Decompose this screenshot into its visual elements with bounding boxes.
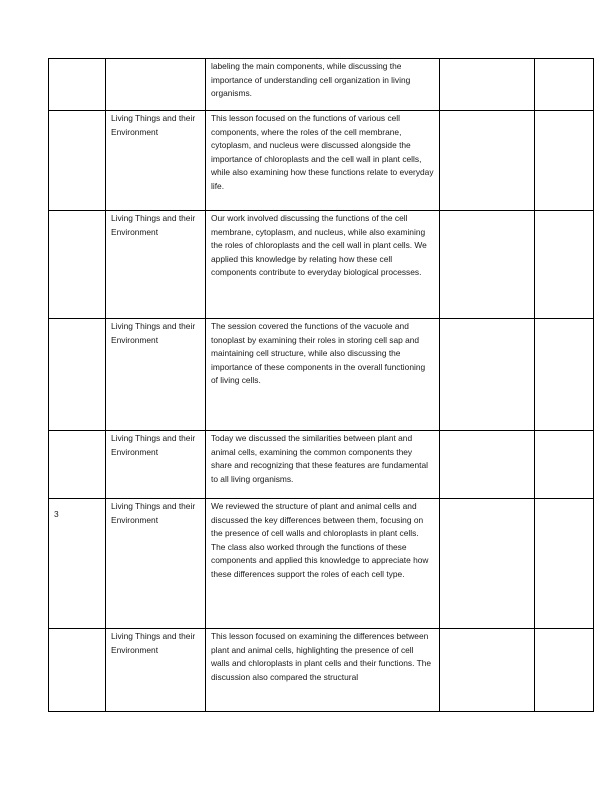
table-row — [49, 499, 594, 629]
table-row — [49, 111, 594, 211]
description-cell: This lesson focused on the functions of various cell components, where the roles of the cell membrane, cytoplasm, and nucleus were discussed alongside the importance of chloroplasts and the cell wall in plant cells, while also examining how these functions relate to everyday life. — [206, 111, 440, 211]
table-row — [49, 629, 594, 712]
column-5-cell — [535, 319, 594, 431]
table-row — [49, 59, 594, 111]
week-cell — [49, 431, 106, 499]
week-cell: 3 — [49, 499, 106, 629]
column-4-cell — [440, 629, 535, 712]
column-4-cell — [440, 111, 535, 211]
table-row — [49, 319, 594, 431]
week-cell — [49, 111, 106, 211]
table-row — [49, 431, 594, 499]
week-cell — [49, 59, 106, 111]
description-cell: This lesson focused on examining the differences between plant and animal cells, highlighting the presence of cell walls and chloroplasts in plant cells and their functions. The discussion also compared the structural — [206, 629, 440, 712]
column-4-cell — [440, 319, 535, 431]
column-5-cell — [535, 499, 594, 629]
column-5-cell — [535, 111, 594, 211]
table-row — [49, 211, 594, 319]
week-cell — [49, 629, 106, 712]
column-5-cell — [535, 211, 594, 319]
week-cell — [49, 319, 106, 431]
description-cell: labeling the main components, while discussing the importance of understanding cell organization in living organisms. — [206, 59, 440, 111]
strand-cell: Living Things and their Environment — [106, 211, 206, 319]
strand-cell: Living Things and their Environment — [106, 431, 206, 499]
description-cell: We reviewed the structure of plant and animal cells and discussed the key differences between them, focusing on the presence of cell walls and chloroplasts in plant cells. The class also worked through the functions of these components and applied this knowledge to appreciate how these differences support the roles of each cell type. — [206, 499, 440, 629]
column-5-cell — [535, 59, 594, 111]
week-cell — [49, 211, 106, 319]
column-5-cell — [535, 629, 594, 712]
column-5-cell — [535, 431, 594, 499]
strand-cell: Living Things and their Environment — [106, 499, 206, 629]
column-4-cell — [440, 211, 535, 319]
strand-cell — [106, 59, 206, 111]
lesson-log-table — [48, 58, 594, 712]
description-cell: Our work involved discussing the functions of the cell membrane, cytoplasm, and nucleus, while also examining the roles of chloroplasts and the cell wall in plant cells. We applied this knowledge by relating how these cell components contribute to everyday biological processes. — [206, 211, 440, 319]
strand-cell: Living Things and their Environment — [106, 111, 206, 211]
description-cell: The session covered the functions of the vacuole and tonoplast by examining their roles in storing cell sap and maintaining cell structure, while also discussing the importance of these components in the overall functioning of living cells. — [206, 319, 440, 431]
description-cell: Today we discussed the similarities between plant and animal cells, examining the common components they share and recognizing that these features are fundamental to all living organisms. — [206, 431, 440, 499]
column-4-cell — [440, 499, 535, 629]
strand-cell: Living Things and their Environment — [106, 319, 206, 431]
column-4-cell — [440, 59, 535, 111]
strand-cell: Living Things and their Environment — [106, 629, 206, 712]
column-4-cell — [440, 431, 535, 499]
